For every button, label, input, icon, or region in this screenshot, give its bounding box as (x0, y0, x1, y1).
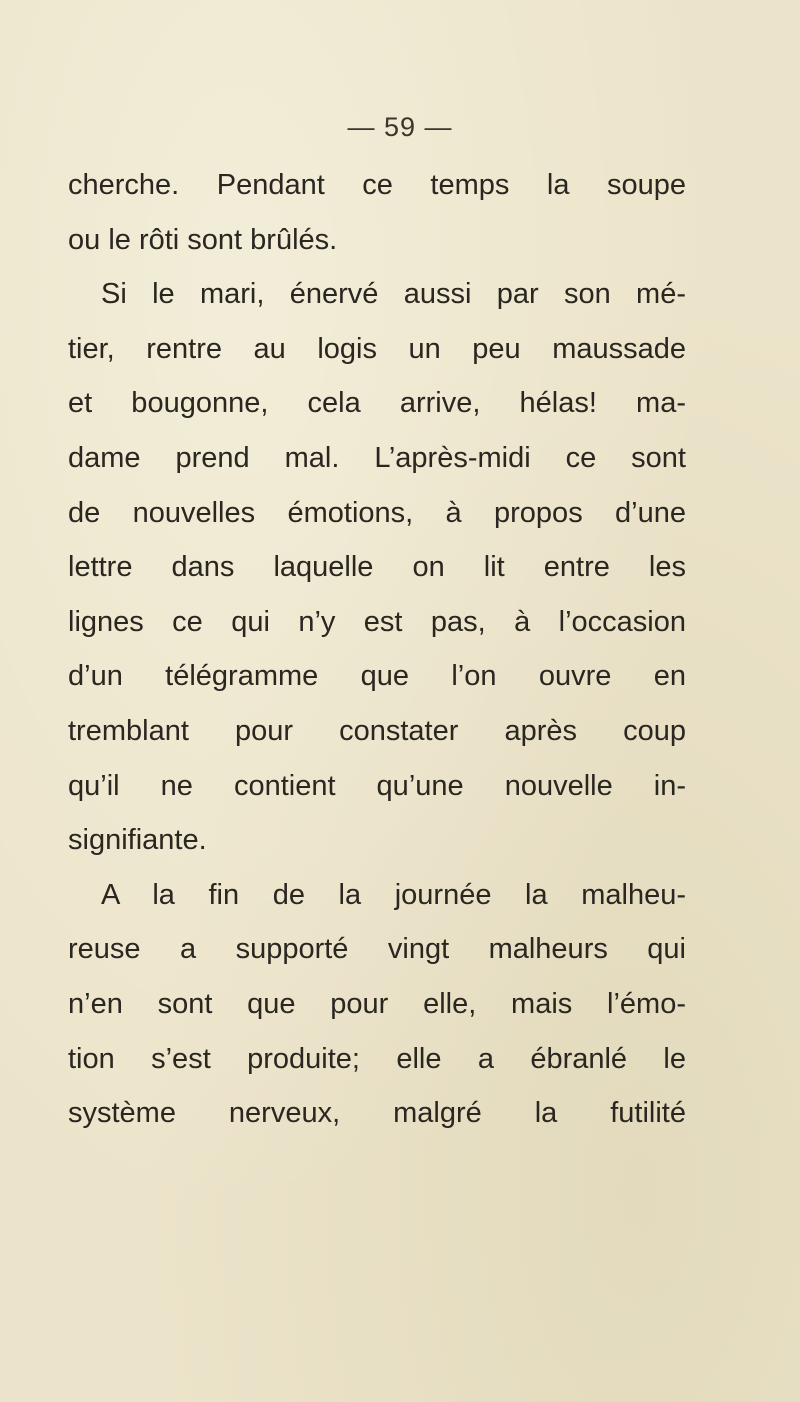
text-line: n’en sont que pour elle, mais l’émo- (68, 987, 686, 1020)
page-number: — 59 — (347, 112, 453, 142)
text-line: cherche. Pendant ce temps la soupe (68, 169, 686, 201)
text-line: et bougonne, cela arrive, hélas! ma- (68, 387, 686, 420)
text-line: d’un télégramme que l’on ouvre en (68, 660, 686, 693)
text-line: ou le rôti sont brûlés. (68, 223, 338, 256)
text-line: lettre dans laquelle on lit entre les (68, 551, 686, 584)
text-line: de nouvelles émotions, à propos d’une (68, 496, 686, 529)
text-line: tier, rentre au logis un peu maussade (68, 332, 686, 365)
text-line: tion s’est produite; elle a ébranlé le (68, 1042, 686, 1075)
text-line: dame prend mal. L’après-midi ce sont (68, 441, 686, 474)
text-line: qu’il ne contient qu’une nouvelle in- (68, 769, 686, 802)
text-line: A la fin de la journée la malheu- (101, 878, 686, 911)
text-line: lignes ce qui n’y est pas, à l’occasion (68, 605, 686, 638)
text-line: signifiante. (68, 824, 207, 857)
text-line: tremblant pour constater après coup (68, 714, 686, 747)
text-line: système nerveux, malgré la futilité (68, 1097, 686, 1130)
body-text (68, 158, 686, 1141)
text-line: Si le mari, énervé aussi par son mé- (101, 278, 686, 311)
text-line: reuse a supporté vingt malheurs qui (68, 933, 686, 966)
